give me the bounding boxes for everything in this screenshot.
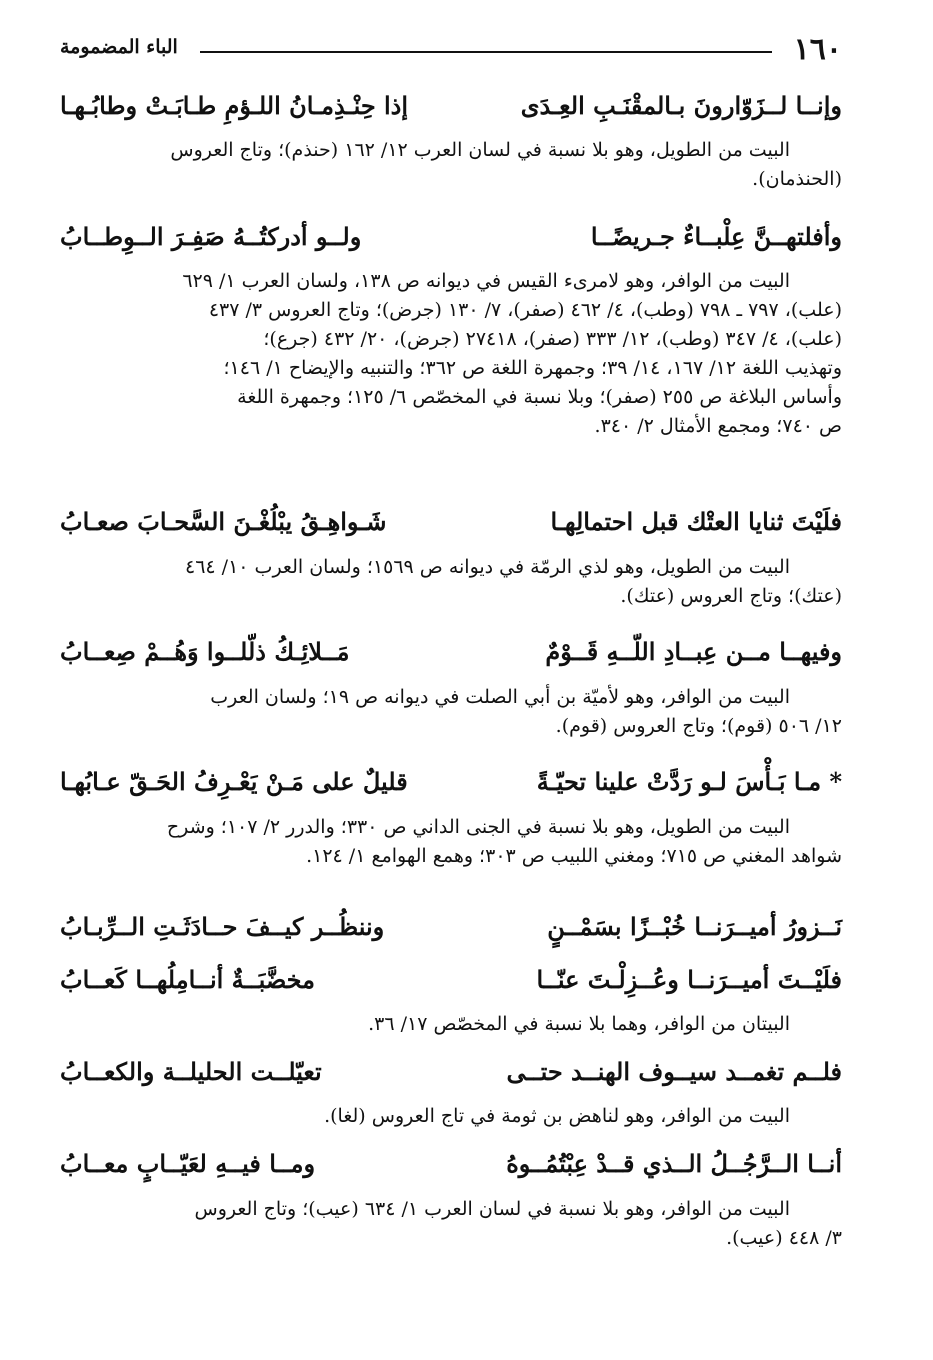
verse-note [60,1102,842,1131]
verse [60,1050,842,1094]
second-hemistich: ولــو أدركتُــهُ صَفِـرَ الــوِطــابُ [60,222,362,251]
first-hemistich: وفيهــا مــن عِبــادِ اللّــهِ قَــوْمٌ [545,637,842,666]
verse-note [60,1010,842,1039]
verse [60,500,842,544]
second-hemistich: إذا حِنْـذِمـانُ اللـؤمِ طـابَـتْ وطابُـهـا [60,91,409,120]
note-line: وأساس البلاغة ص ٢٥٥ (صفر)؛ وبلا نسبة في المخصّص ٦/ ١٢٥؛ وجمهرة اللغة [237,386,842,408]
verse [60,760,842,804]
first-hemistich: فلــم تغمــد سيــوف الهنــد حتــى [506,1057,842,1086]
header-rule [200,51,772,53]
second-hemistich: تعيّلــت الحليلــة والكعــابُ [60,1057,322,1086]
verse [60,215,842,259]
second-hemistich: مخضَّبَــةٌ أنــامِلُهــا كَعــابُ [60,965,315,994]
verse-note [60,683,842,741]
second-hemistich: شَـواهِـقُ يبْلُغْـنَ السَّحـابَ صعـابُ [60,507,387,536]
verse [60,905,842,949]
note-line: البيتان من الوافر، وهما بلا نسبة في المخصّص ١٧/ ٣٦. [368,1013,790,1035]
verse [60,630,842,674]
first-hemistich: وإنــا لــزَوّارونَ بـالمقْنَـبِ العِـدَى [520,91,842,120]
section-title: الباء المضمومة [60,36,178,58]
first-hemistich: نَــزورُ أميــرَنــا خُبْــزًا بسَمْــنٍ [547,912,842,941]
verse [60,958,842,1002]
note-line: ٣/ ٤٤٨ (عيب). [726,1227,842,1249]
verse-note [60,553,842,611]
note-line: ص ٧٤٠؛ ومجمع الأمثال ٢/ ٣٤٠. [594,415,842,437]
note-line: البيت من الوافر، وهو بلا نسبة في لسان العرب ١/ ٦٣٤ (عيب)؛ وتاج العروس [194,1198,790,1220]
note-line: وتهذيب اللغة ١٢/ ١٦٧، ١٤/ ٣٩؛ وجمهرة اللغة ص ٣٦٢؛ والتنبيه والإيضاح ١/ ١٤٦؛ [223,357,842,379]
verse-note [60,267,842,441]
first-hemistich: أنــا الــرَّجُــلُ الــذي قــدْ عِبْتُمُــوهُ [506,1149,842,1178]
verse-note [60,1195,842,1253]
first-hemistich: فلَيْــتَ أميــرَنــا وعُــزِلْـتَ عنّــا [536,965,842,994]
note-line: البيت من الوافر، وهو لامرىء القيس في ديوانه ص ١٣٨، ولسان العرب ١/ ٦٢٩ [182,270,790,292]
note-line: (عتك)؛ وتاج العروس (عتك). [620,585,842,607]
verse [60,84,842,128]
note-line: البيت من الطويل، وهو بلا نسبة في الجنى الداني ص ٣٣٠؛ والدرر ٢/ ١٠٧؛ وشرح [166,816,790,838]
note-line: (علب)، ٧٩٧ ـ ٧٩٨ (وطب)، ٤/ ٤٦٢ (صفر)، ٧/ ١٣٠ (جرض)؛ وتاج العروس ٣/ ٤٣٧ [208,299,842,321]
second-hemistich: ومــا فيــهِ لعَيّــابٍ معــابُ [60,1149,316,1178]
first-hemistich: * مـا بَـأْسَ لـو رَدَّتْ علينا تحيّـةً [536,767,842,796]
second-hemistich: قليلٌ على مَـنْ يَعْـرِفُ الحَـقّ عـابُهـا [60,767,408,796]
note-line: البيت من الطويل، وهو بلا نسبة في لسان العرب ١٢/ ١٦٢ (حنذم)؛ وتاج العروس [170,139,790,161]
note-line: البيت من الطويل، وهو لذي الرمّة في ديوانه ص ١٥٦٩؛ ولسان العرب ١٠/ ٤٦٤ [185,556,790,578]
note-line: البيت من الوافر، وهو لأميّة بن أبي الصلت في ديوانه ص ١٩؛ ولسان العرب [210,686,790,708]
second-hemistich: وننظُــر كيــفَ حــادَثَـتِ الــرِّبـابُ [60,912,385,941]
second-hemistich: مَــلائِـكُ ذلّلــوا وَهُــمْ صِعــابُ [60,637,350,666]
verse-note [60,813,842,871]
verse-note [60,136,842,194]
page-number: ١٦٠ [793,32,842,67]
note-line: شواهد المغني ص ٧١٥؛ ومغني اللبيب ص ٣٠٣؛ وهمع الهوامع ١/ ١٢٤. [306,845,842,867]
verse [60,1142,842,1186]
first-hemistich: وأفلتهــنَّ عِلْبــاءٌ جـريضًــا [590,222,842,251]
first-hemistich: فلَيْتَ ثنايا العتْك قبل احتمالِهـا [550,507,842,536]
note-line: ١٢/ ٥٠٦ (قوم)؛ وتاج العروس (قوم). [555,715,842,737]
note-line: (الحنذمان). [752,168,842,190]
note-line: (علب)، ٤/ ٣٤٧ (وطب)، ١٢/ ٣٣٣ (صفر)، ٢٧٤١٨ (جرض)، ٢٠/ ٤٣٢ (جرع)؛ [263,328,842,350]
page-header [60,28,842,67]
note-line: البيت من الوافر، وهو لناهض بن ثومة في تاج العروس (لغا). [324,1105,790,1127]
